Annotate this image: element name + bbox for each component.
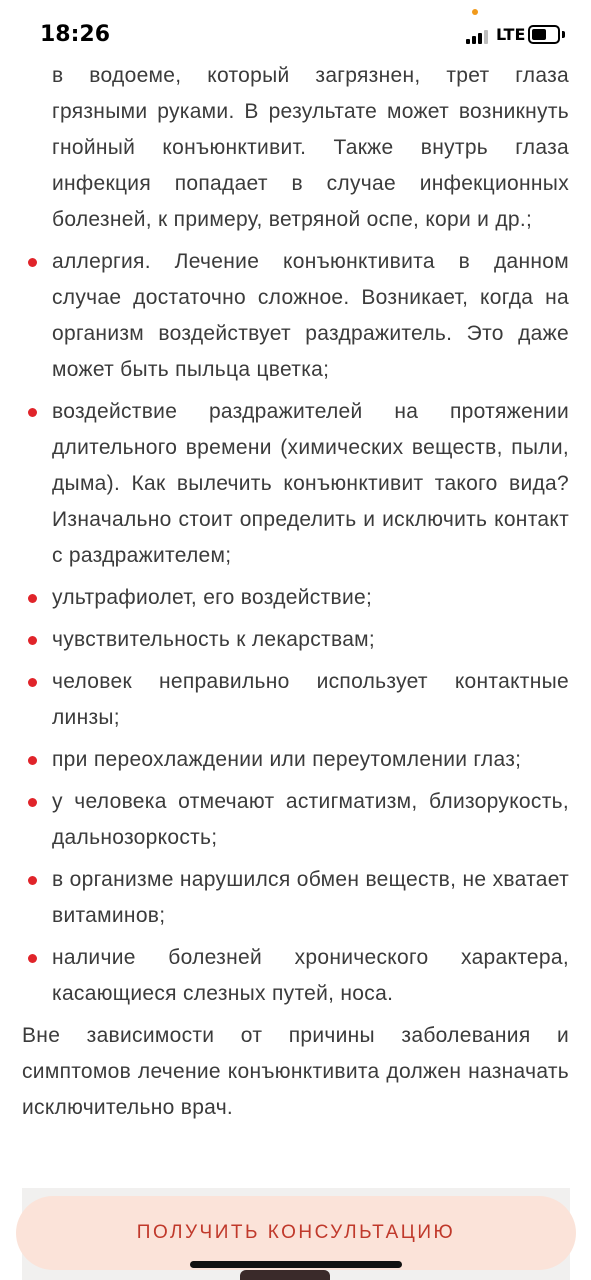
privacy-indicator-dot xyxy=(472,9,478,15)
list-item-text: в организме нарушился обмен веществ, не хватает витаминов; xyxy=(52,868,569,927)
list-item-text: у человека отмечают астигматизм, близорукость, дальнозоркость; xyxy=(52,790,569,849)
bullet-dot-icon xyxy=(28,636,37,645)
list-item xyxy=(0,394,569,574)
bullet-dot-icon xyxy=(28,408,37,417)
causes-list xyxy=(0,244,569,1012)
bullet-dot-icon xyxy=(28,756,37,765)
cellular-signal-icon xyxy=(466,28,492,44)
list-item-text: аллергия. Лечение конъюнктивита в данном случае достаточно сложное. Возникает, когда на организм воздействует раздражитель. Это даже может быть пыльца цветка; xyxy=(52,250,569,381)
list-item-text: чувствительность к лекарствам; xyxy=(52,628,376,651)
list-item xyxy=(0,742,569,778)
list-item xyxy=(0,784,569,856)
list-item xyxy=(0,940,569,1012)
list-item-text: воздействие раздражителей на протяжении длительного времени (химических веществ, пыли, дыма). Как вылечить конъюнктивит такого вида? Изначально стоит определить и исключить контакт с раздражителем; xyxy=(52,400,569,567)
home-indicator[interactable] xyxy=(190,1261,402,1268)
bullet-dot-icon xyxy=(28,954,37,963)
continued-paragraph: в водоеме, который загрязнен, трет глаза грязными руками. В результате может возникнуть гнойный конъюнктивит. Также внутрь глаза инфекция попадает в случае инфекционных болезней, к примеру, ветряной оспе, кори и др.; xyxy=(52,64,569,231)
bullet-dot-icon xyxy=(28,258,37,267)
list-item-text: ультрафиолет, его воздействие; xyxy=(52,586,373,609)
list-item xyxy=(0,244,569,388)
bullet-dot-icon xyxy=(28,594,37,603)
promo-image-peek xyxy=(240,1270,330,1280)
battery-icon xyxy=(528,25,560,44)
list-item xyxy=(0,622,569,658)
network-type-label: LTE xyxy=(496,25,526,44)
get-consultation-button[interactable]: ПОЛУЧИТЬ КОНСУЛЬТАЦИЮ xyxy=(16,1196,576,1270)
bullet-dot-icon xyxy=(28,678,37,687)
bullet-dot-icon xyxy=(28,876,37,885)
battery-tip xyxy=(562,31,565,38)
bullet-dot-icon xyxy=(28,798,37,807)
list-item xyxy=(0,664,569,736)
list-item-text: наличие болезней хронического характера, касающиеся слезных путей, носа. xyxy=(52,946,569,1005)
list-item xyxy=(0,862,569,934)
article-content xyxy=(0,58,591,1126)
status-time: 18:26 xyxy=(40,22,111,47)
status-bar xyxy=(0,0,591,64)
summary-paragraph: Вне зависимости от причины заболевания и симптомов лечение конъюнктивита должен назначать исключительно врач. xyxy=(22,1024,569,1119)
list-item-text: человек неправильно использует контактные линзы; xyxy=(52,670,569,729)
list-item-text: при переохлаждении или переутомлении глаз; xyxy=(52,748,522,771)
list-item xyxy=(0,580,569,616)
